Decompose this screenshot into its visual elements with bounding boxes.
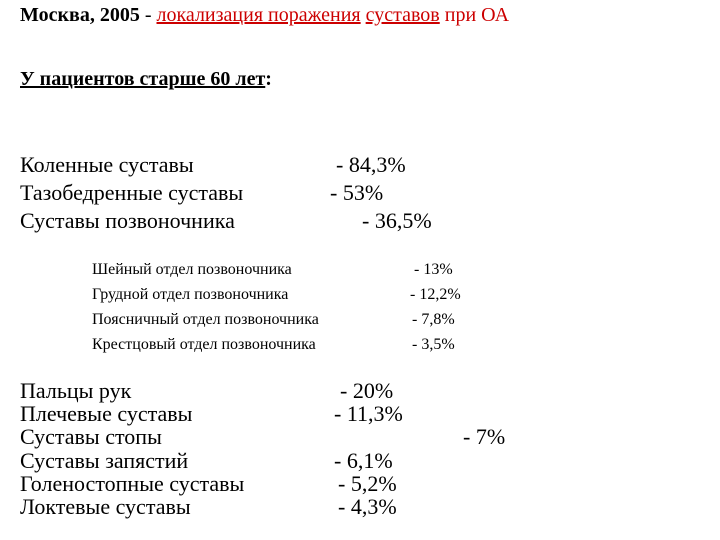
main-row-value: - 84,3% (336, 152, 406, 177)
lower-row-label: Голеностопные суставы (20, 471, 245, 496)
spine-row-label: Поясничный отдел позвоночника (92, 311, 319, 328)
spine-row-value: - 7,8% (412, 311, 455, 328)
main-row-label: Коленные суставы (20, 152, 194, 177)
title-part-oa: при ОА (439, 4, 510, 26)
spine-row-value: - 12,2% (410, 286, 461, 303)
lower-row-label: Суставы стопы (20, 424, 162, 449)
page-title (20, 4, 509, 27)
lower-row-value: - 6,1% (334, 448, 393, 473)
main-row-value: - 36,5% (362, 208, 432, 233)
spine-row-value: - 3,5% (412, 336, 455, 353)
lower-row-label: Суставы запястий (20, 448, 189, 473)
main-row-label: Суставы позвоночника (20, 208, 235, 233)
subtitle-colon: : (265, 68, 272, 90)
main-row-label: Тазобедренные суставы (20, 180, 244, 205)
title-separator: - (139, 4, 157, 26)
lower-row-value: - 4,3% (338, 494, 397, 519)
subtitle-text: У пациентов старше 60 лет (20, 68, 266, 90)
title-city-year: Москва, 2005 (20, 4, 140, 26)
subtitle (20, 68, 272, 91)
lower-row-label: Пальцы рук (20, 378, 132, 403)
spine-row-value: - 13% (414, 261, 453, 278)
lower-row-label: Локтевые суставы (20, 494, 191, 519)
spine-row-label: Грудной отдел позвоночника (92, 286, 289, 303)
lower-row-value: - 11,3% (334, 401, 403, 426)
main-row-value: - 53% (330, 180, 384, 205)
title-part-joints: суставов (365, 4, 440, 26)
lower-row-label: Плечевые суставы (20, 401, 193, 426)
lower-row-value: - 7% (463, 424, 506, 449)
lower-row-value: - 20% (340, 378, 394, 403)
title-part-localization: локализация поражения (156, 4, 361, 26)
spine-row-label: Шейный отдел позвоночника (92, 261, 292, 278)
spine-row-label: Крестцовый отдел позвоночника (92, 336, 316, 353)
lower-row-value: - 5,2% (338, 471, 397, 496)
